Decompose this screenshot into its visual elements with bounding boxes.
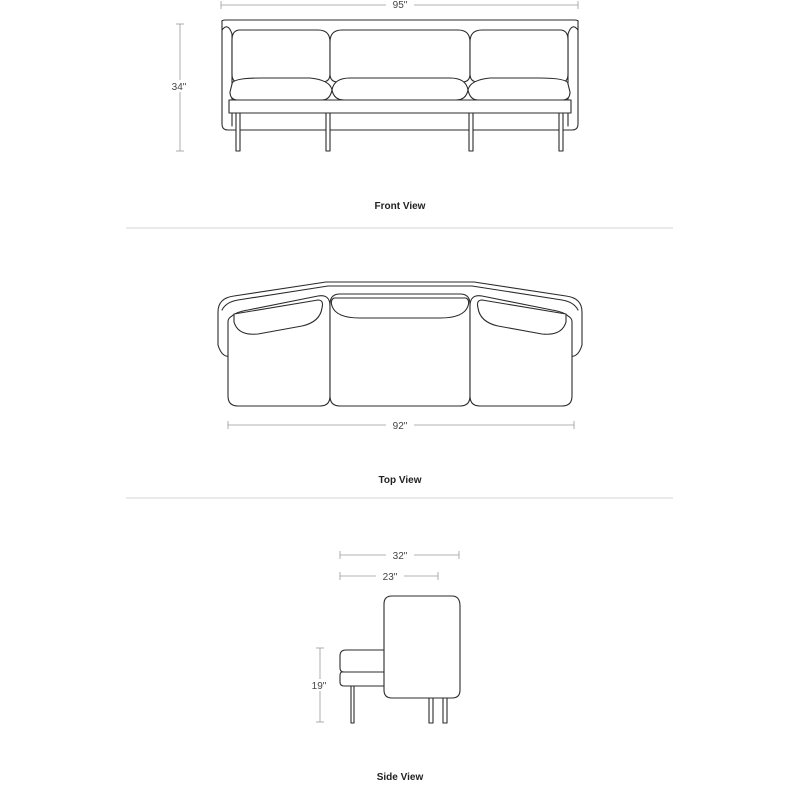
front-height-label: 34" — [171, 82, 187, 93]
front-height-dimension — [167, 24, 191, 151]
front-width-dimension — [221, 0, 578, 11]
top-width-label: 92" — [392, 421, 408, 432]
top-view-caption: Top View — [378, 475, 422, 486]
top-sofa-drawing — [218, 282, 582, 406]
side-depth-dimension — [340, 549, 459, 562]
side-seat-height-label: 19" — [311, 681, 327, 692]
side-seat-depth-label: 23" — [382, 572, 398, 583]
front-view-caption: Front View — [374, 201, 426, 212]
top-width-dimension — [228, 419, 574, 432]
side-sofa-drawing — [340, 596, 460, 723]
side-view — [306, 549, 460, 783]
top-view — [218, 282, 582, 486]
side-view-caption: Side View — [376, 772, 424, 783]
front-view — [167, 0, 578, 212]
side-seat-height-dimension — [306, 648, 332, 722]
front-sofa-drawing — [222, 20, 578, 151]
side-depth-label: 32" — [392, 551, 408, 562]
side-seat-depth-dimension — [340, 570, 438, 583]
front-width-label: 95" — [392, 0, 408, 11]
